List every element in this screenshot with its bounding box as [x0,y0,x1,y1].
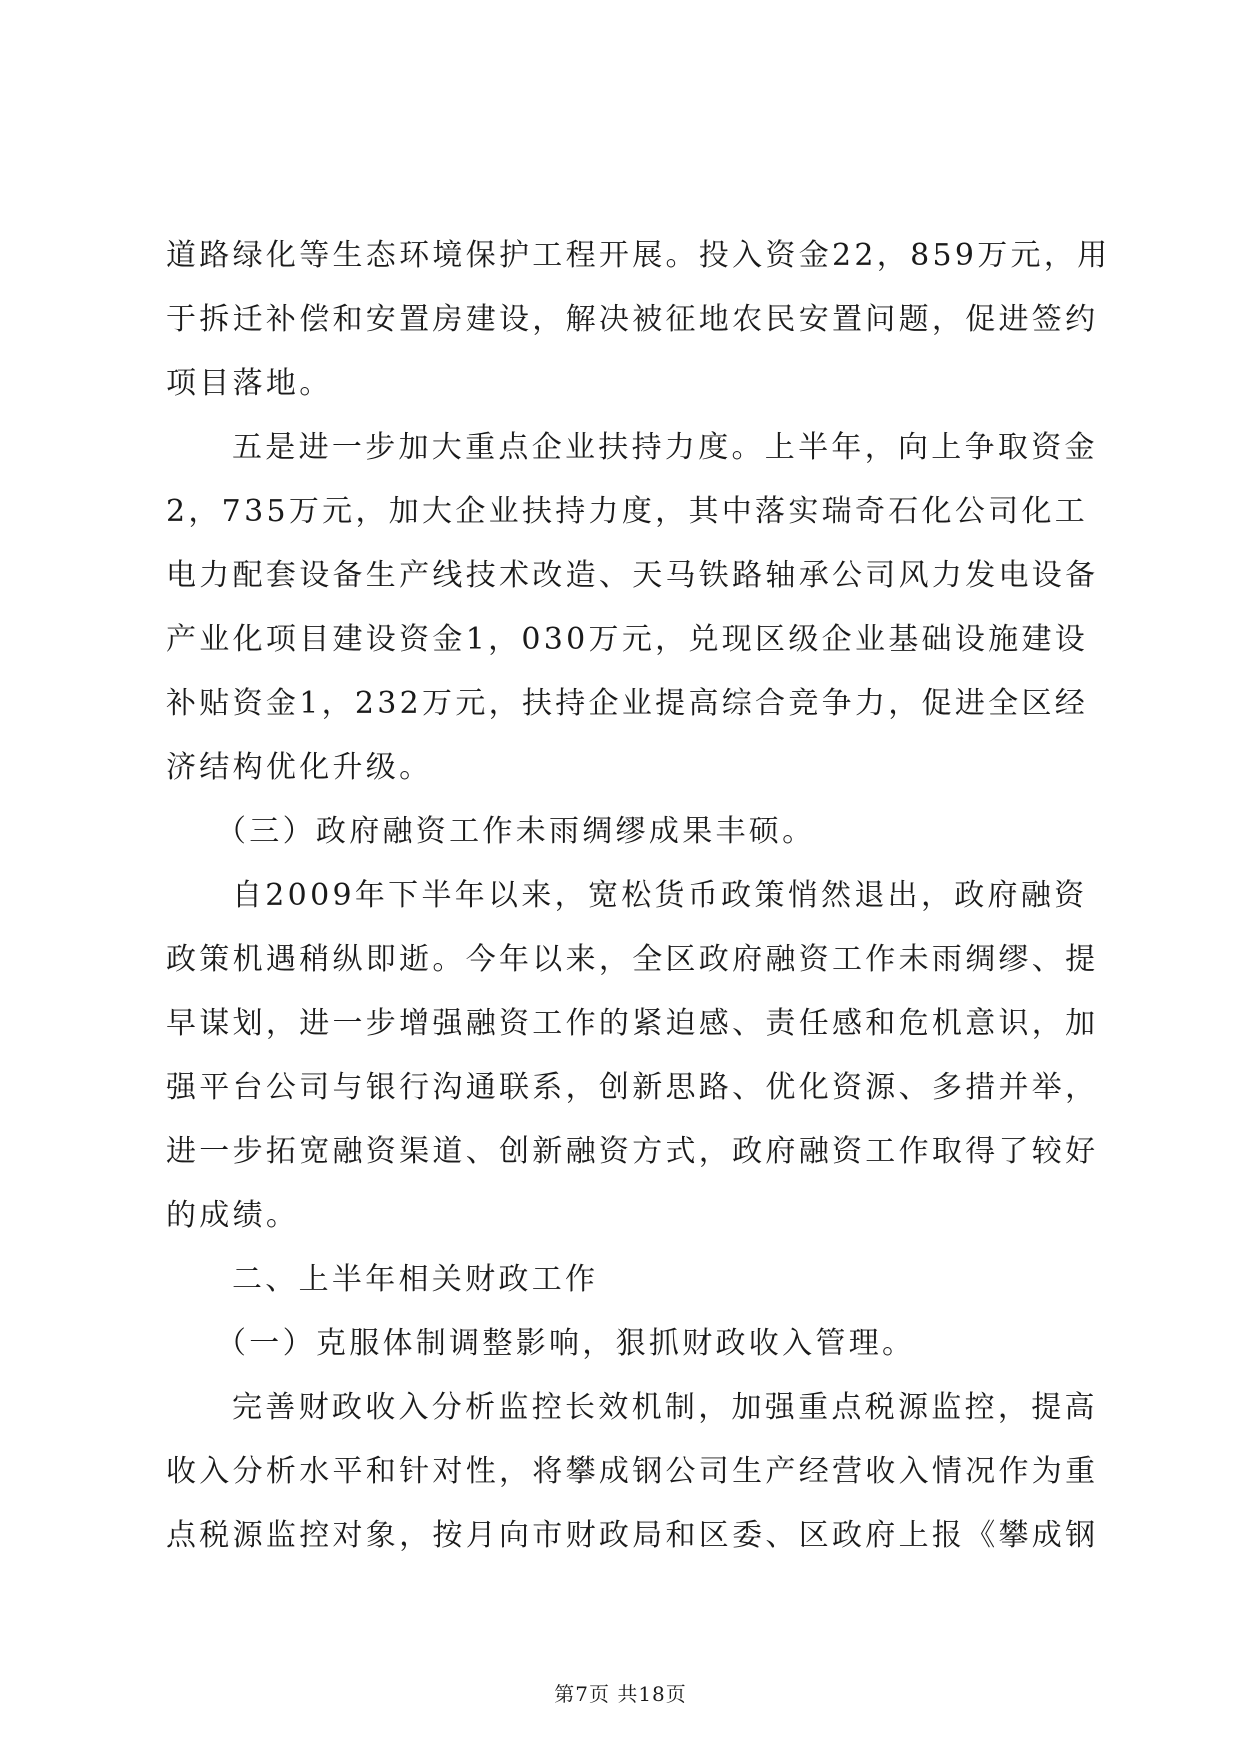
body-line: 济结构优化升级。 [166,750,433,785]
page-number-footer: 第7页 共18页 [554,1682,687,1706]
paragraph-first-line: 完善财政收入分析监控长效机制，加强重点税源监控，提高 [232,1390,1098,1425]
body-line: 道路绿化等生态环境保护工程开展。投入资金22，859万元，用 [166,238,1111,273]
body-line: 于拆迁补偿和安置房建设，解决被征地农民安置问题，促进签约 [166,302,1099,337]
section-heading: 二、上半年相关财政工作 [232,1262,599,1297]
body-line: 产业化项目建设资金1，030万元，兑现区级企业基础设施建设 [166,622,1089,657]
body-line: 项目落地。 [166,366,333,401]
body-line: 电力配套设备生产线技术改造、天马铁路轴承公司风力发电设备 [166,558,1099,593]
document-body [166,224,1111,1568]
body-line: 政策机遇稍纵即逝。今年以来，全区政府融资工作未雨绸缪、提 [166,942,1099,977]
subsection-heading: （一）克服体制调整影响，狠抓财政收入管理。 [216,1326,916,1361]
body-line: 补贴资金1，232万元，扶持企业提高综合竞争力，促进全区经 [166,686,1089,721]
paragraph-first-line: 自2009年下半年以来，宽松货币政策悄然退出，政府融资 [232,878,1088,913]
body-line: 强平台公司与银行沟通联系，创新思路、优化资源、多措并举， [166,1070,1099,1105]
section-heading: （三）政府融资工作未雨绸缪成果丰硕。 [216,814,816,849]
body-line: 2，735万元，加大企业扶持力度，其中落实瑞奇石化公司化工 [166,494,1089,529]
paragraph-first-line: 五是进一步加大重点企业扶持力度。上半年，向上争取资金 [232,430,1098,465]
body-line: 点税源监控对象，按月向市财政局和区委、区政府上报《攀成钢 [166,1518,1099,1553]
body-line: 早谋划，进一步增强融资工作的紧迫感、责任感和危机意识，加 [166,1006,1099,1041]
body-line: 进一步拓宽融资渠道、创新融资方式，政府融资工作取得了较好 [166,1134,1099,1169]
body-line: 的成绩。 [166,1198,300,1233]
body-line: 收入分析水平和针对性，将攀成钢公司生产经营收入情况作为重 [166,1454,1099,1489]
